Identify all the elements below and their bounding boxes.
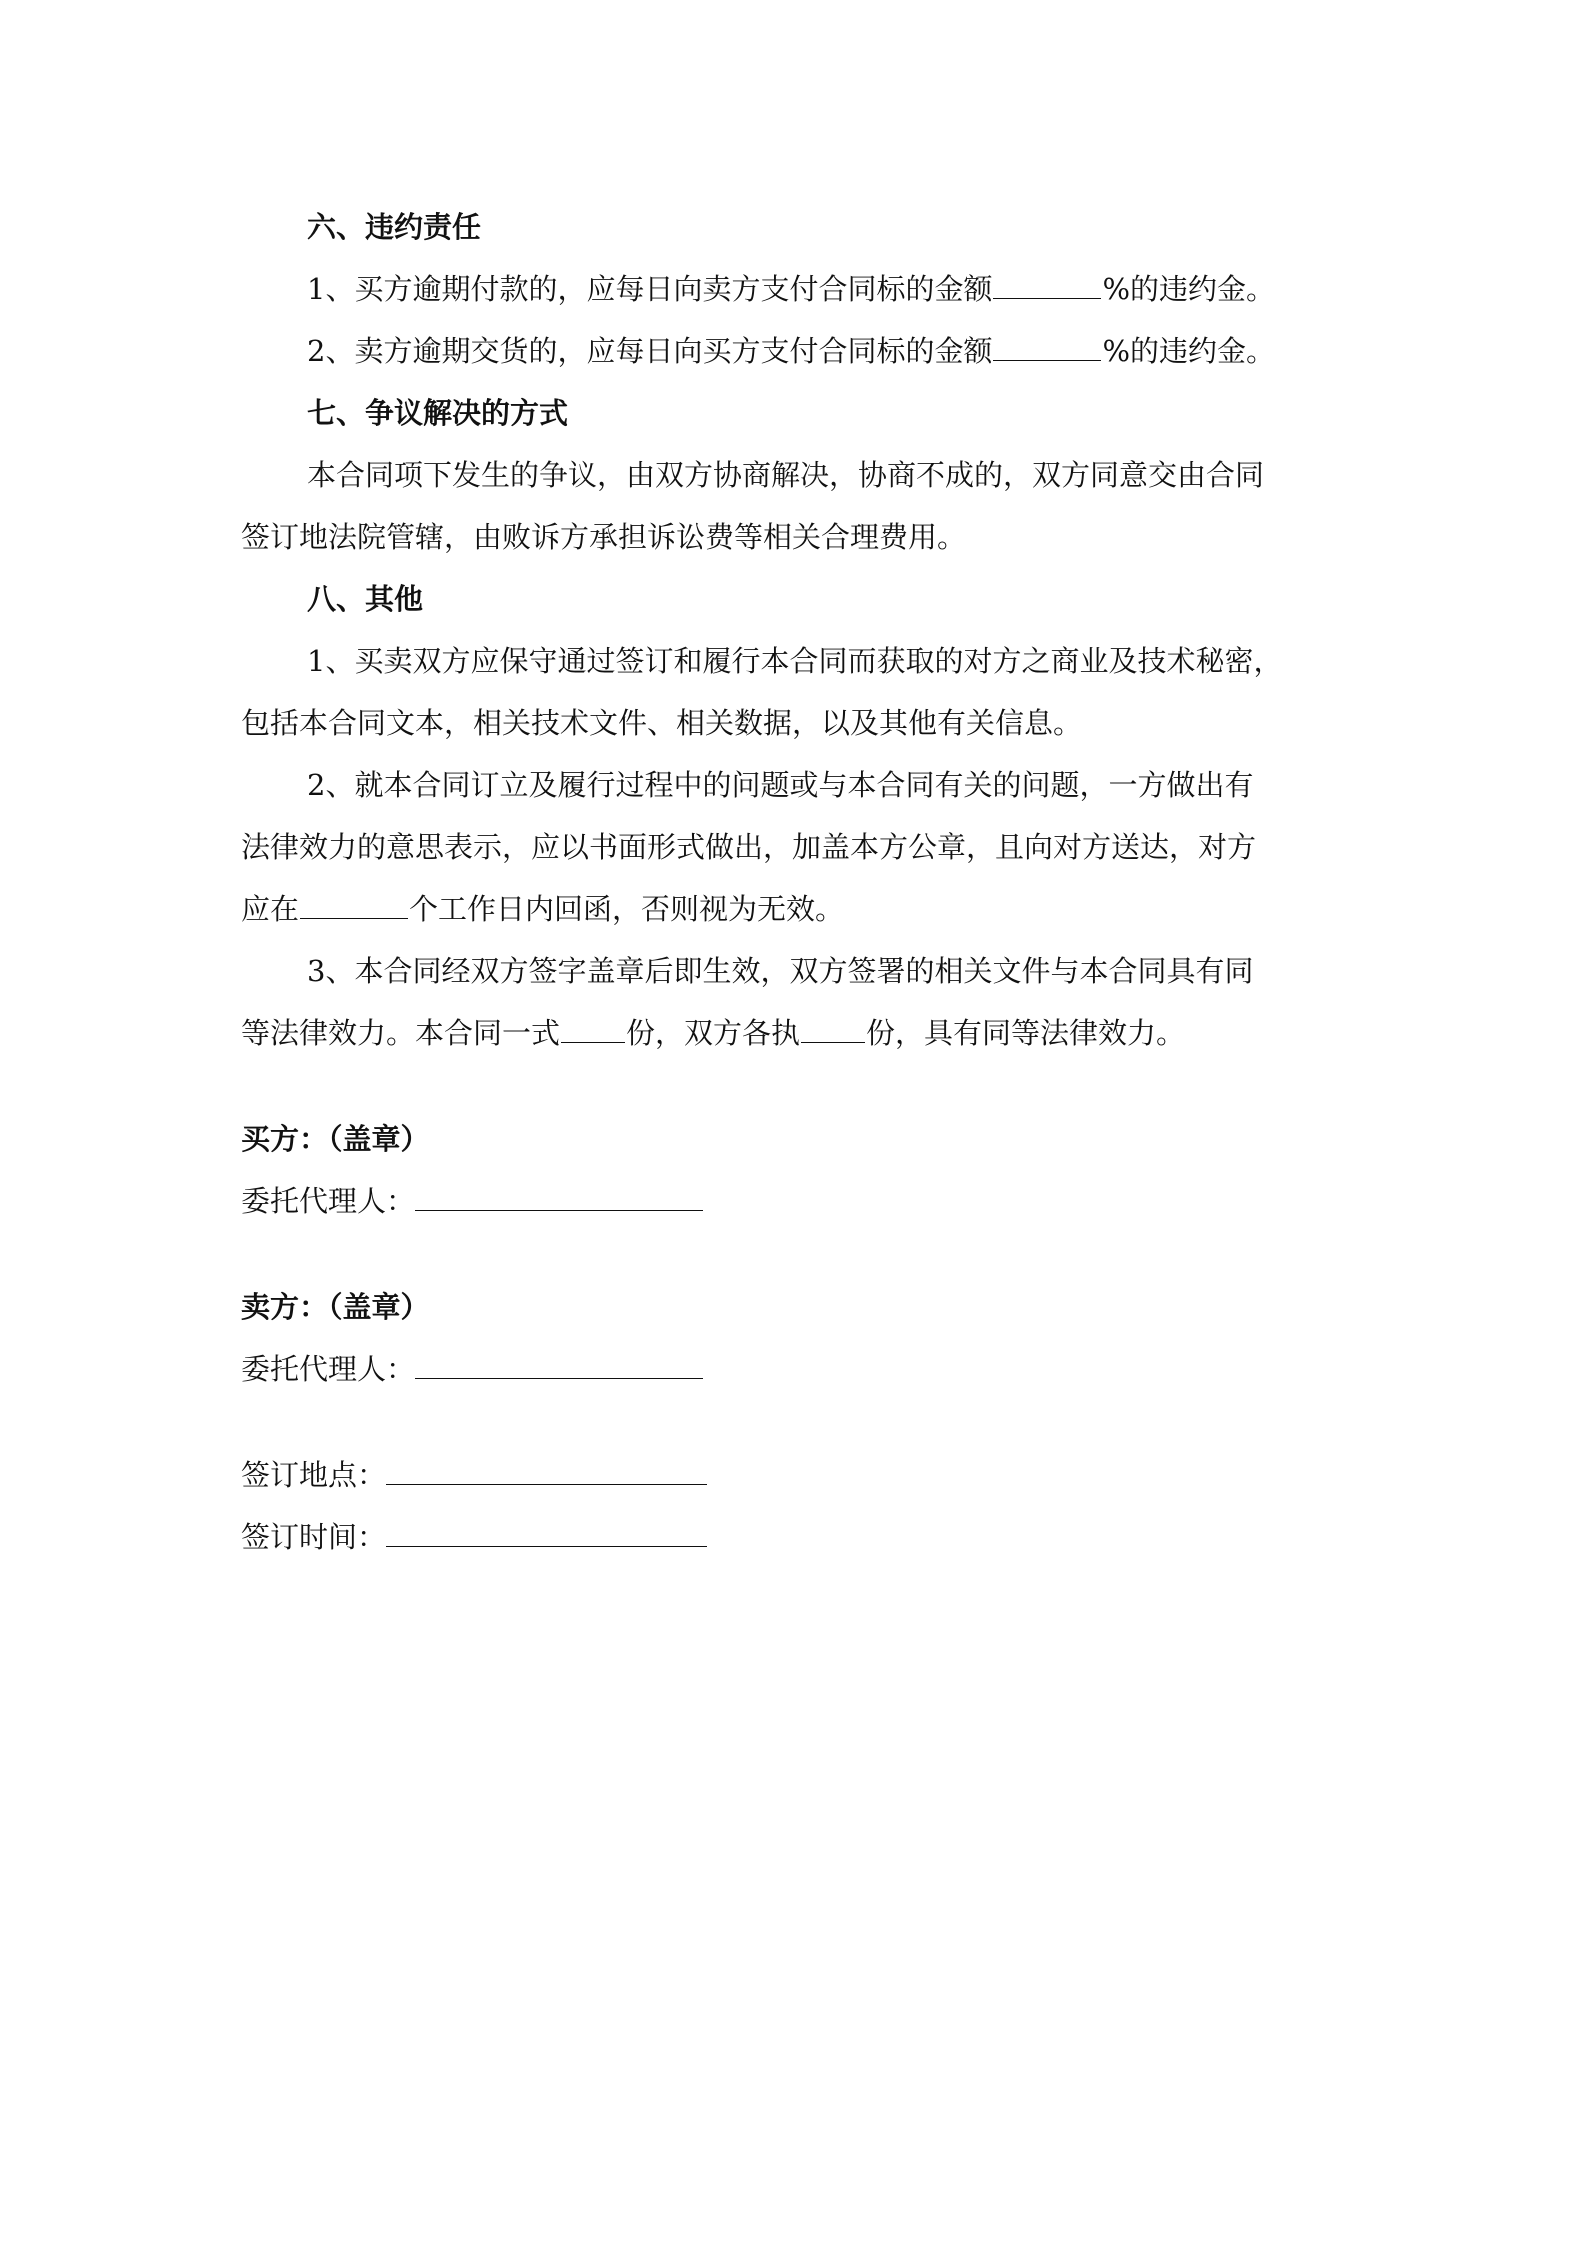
section-8-p1-line-1: 1、买卖双方应保守通过签订和履行本合同而获取的对方之商业及技术秘密， [307, 644, 1283, 678]
section-8-p1-line-2: 包括本合同文本，相关技术文件、相关数据，以及其他有关信息。 [241, 706, 1083, 740]
signing-place-label: 签订地点： [241, 1458, 387, 1492]
section-6-item-2-text: 2、卖方逾期交货的，应每日向买方支付合同标的金额 [307, 334, 993, 368]
section-6-item-1-suffix: %的违约金。 [1102, 272, 1276, 306]
signing-time-label: 签订时间： [241, 1520, 387, 1554]
signing-time-field[interactable] [386, 1518, 707, 1547]
section-6-item-2-suffix: %的违约金。 [1102, 334, 1276, 368]
buyer-agent-field[interactable] [415, 1182, 703, 1211]
section-8-p2-line-3 [241, 878, 1346, 940]
seller-agent-label: 委托代理人： [241, 1352, 416, 1386]
section-6-item-1-text: 1、买方逾期付款的，应每日向卖方支付合同标的金额 [307, 272, 993, 306]
section-8-p2-line-3-text: 应在 [241, 892, 300, 926]
signing-place-field[interactable] [386, 1456, 707, 1485]
section-7-paragraph-line-1: 本合同项下发生的争议，由双方协商解决，协商不成的，双方同意交由合同 [307, 458, 1265, 492]
section-6-item-1 [241, 258, 1346, 320]
section-6-title: 六、违约责任 [307, 210, 482, 244]
section-8-p2-line-1: 2、就本合同订立及履行过程中的问题或与本合同有关的问题，一方做出有 [307, 768, 1254, 802]
reply-days-blank[interactable] [300, 892, 408, 919]
contract-content [241, 196, 1346, 1568]
signing-place-row [241, 1444, 1346, 1506]
buyer-agent-row [241, 1170, 1346, 1232]
section-8-p3-line-2-text-a: 等法律效力。本合同一式 [241, 1016, 561, 1050]
signing-time-row [241, 1506, 1346, 1568]
buyer-agent-label: 委托代理人： [241, 1184, 416, 1218]
section-6-item-2 [241, 320, 1346, 382]
seller-signature-block [241, 1276, 1346, 1400]
copies-each-blank[interactable] [801, 1016, 865, 1043]
section-8-p2-line-3-suffix: 个工作日内回函，否则视为无效。 [409, 892, 845, 926]
copies-total-blank[interactable] [561, 1016, 625, 1043]
section-8-p3-line-2 [241, 1002, 1346, 1064]
buyer-signature-block [241, 1108, 1346, 1232]
section-8-p2-line-2: 法律效力的意思表示，应以书面形式做出，加盖本方公章，且向对方送达，对方 [241, 830, 1257, 864]
section-7-paragraph-line-2: 签订地法院管辖，由败诉方承担诉讼费等相关合理费用。 [241, 520, 967, 554]
section-8-p3-line-1: 3、本合同经双方签字盖章后即生效，双方签署的相关文件与本合同具有同 [307, 954, 1254, 988]
seller-agent-row [241, 1338, 1346, 1400]
signing-info-block [241, 1444, 1346, 1568]
penalty-rate-blank-1[interactable] [993, 272, 1101, 299]
buyer-label: 买方：（盖章） [241, 1122, 430, 1156]
section-7-title: 七、争议解决的方式 [307, 396, 569, 430]
seller-label: 卖方：（盖章） [241, 1290, 430, 1324]
penalty-rate-blank-2[interactable] [993, 334, 1101, 361]
section-8-title: 八、其他 [307, 582, 424, 616]
seller-agent-field[interactable] [415, 1350, 703, 1379]
section-8-p3-line-2-text-b: 份，双方各执 [626, 1016, 801, 1050]
section-8-p3-line-2-text-c: 份，具有同等法律效力。 [866, 1016, 1186, 1050]
